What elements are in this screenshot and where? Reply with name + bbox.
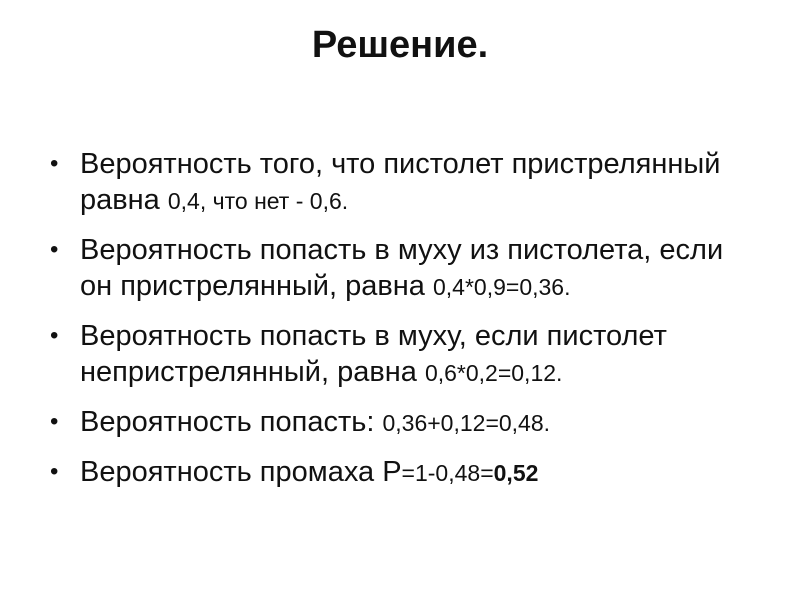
- bullet-item: [0, 404, 740, 441]
- bullet-dot-icon: •: [50, 458, 59, 485]
- bullet-list: [0, 146, 800, 504]
- slide-title: Решение.: [311, 24, 489, 66]
- bullet-dot-icon: •: [50, 236, 59, 263]
- bullet-result: 0,52: [493, 460, 539, 486]
- bullet-text: Вероятность того, что пистолет пристрелянный равна: [80, 148, 721, 216]
- bullet-text: Вероятность промаха Р: [80, 456, 402, 488]
- bullet-text: Вероятность попасть:: [80, 406, 383, 438]
- bullet-number: 0,36+0,12=0,48.: [382, 410, 551, 436]
- bullet-dot-icon: •: [50, 322, 59, 349]
- bullet-number: 0,4*0,9=0,36.: [432, 274, 571, 300]
- bullet-item: [0, 146, 740, 219]
- bullet-item: [0, 318, 740, 391]
- bullet-number: =1-0,48=: [401, 460, 494, 486]
- bullet-number: 0,6*0,2=0,12.: [424, 360, 563, 386]
- bullet-number: 0,4, что нет - 0,6.: [167, 188, 349, 214]
- bullet-dot-icon: •: [50, 408, 59, 435]
- bullet-text: Вероятность попасть в муху из пистолета, если он пристрелянный, равна: [80, 234, 724, 302]
- bullet-text: Вероятность попасть в муху, если пистолет непристрелянный, равна: [80, 320, 667, 388]
- bullet-item: [0, 232, 740, 305]
- bullet-item: [0, 454, 740, 491]
- bullet-dot-icon: •: [50, 150, 59, 177]
